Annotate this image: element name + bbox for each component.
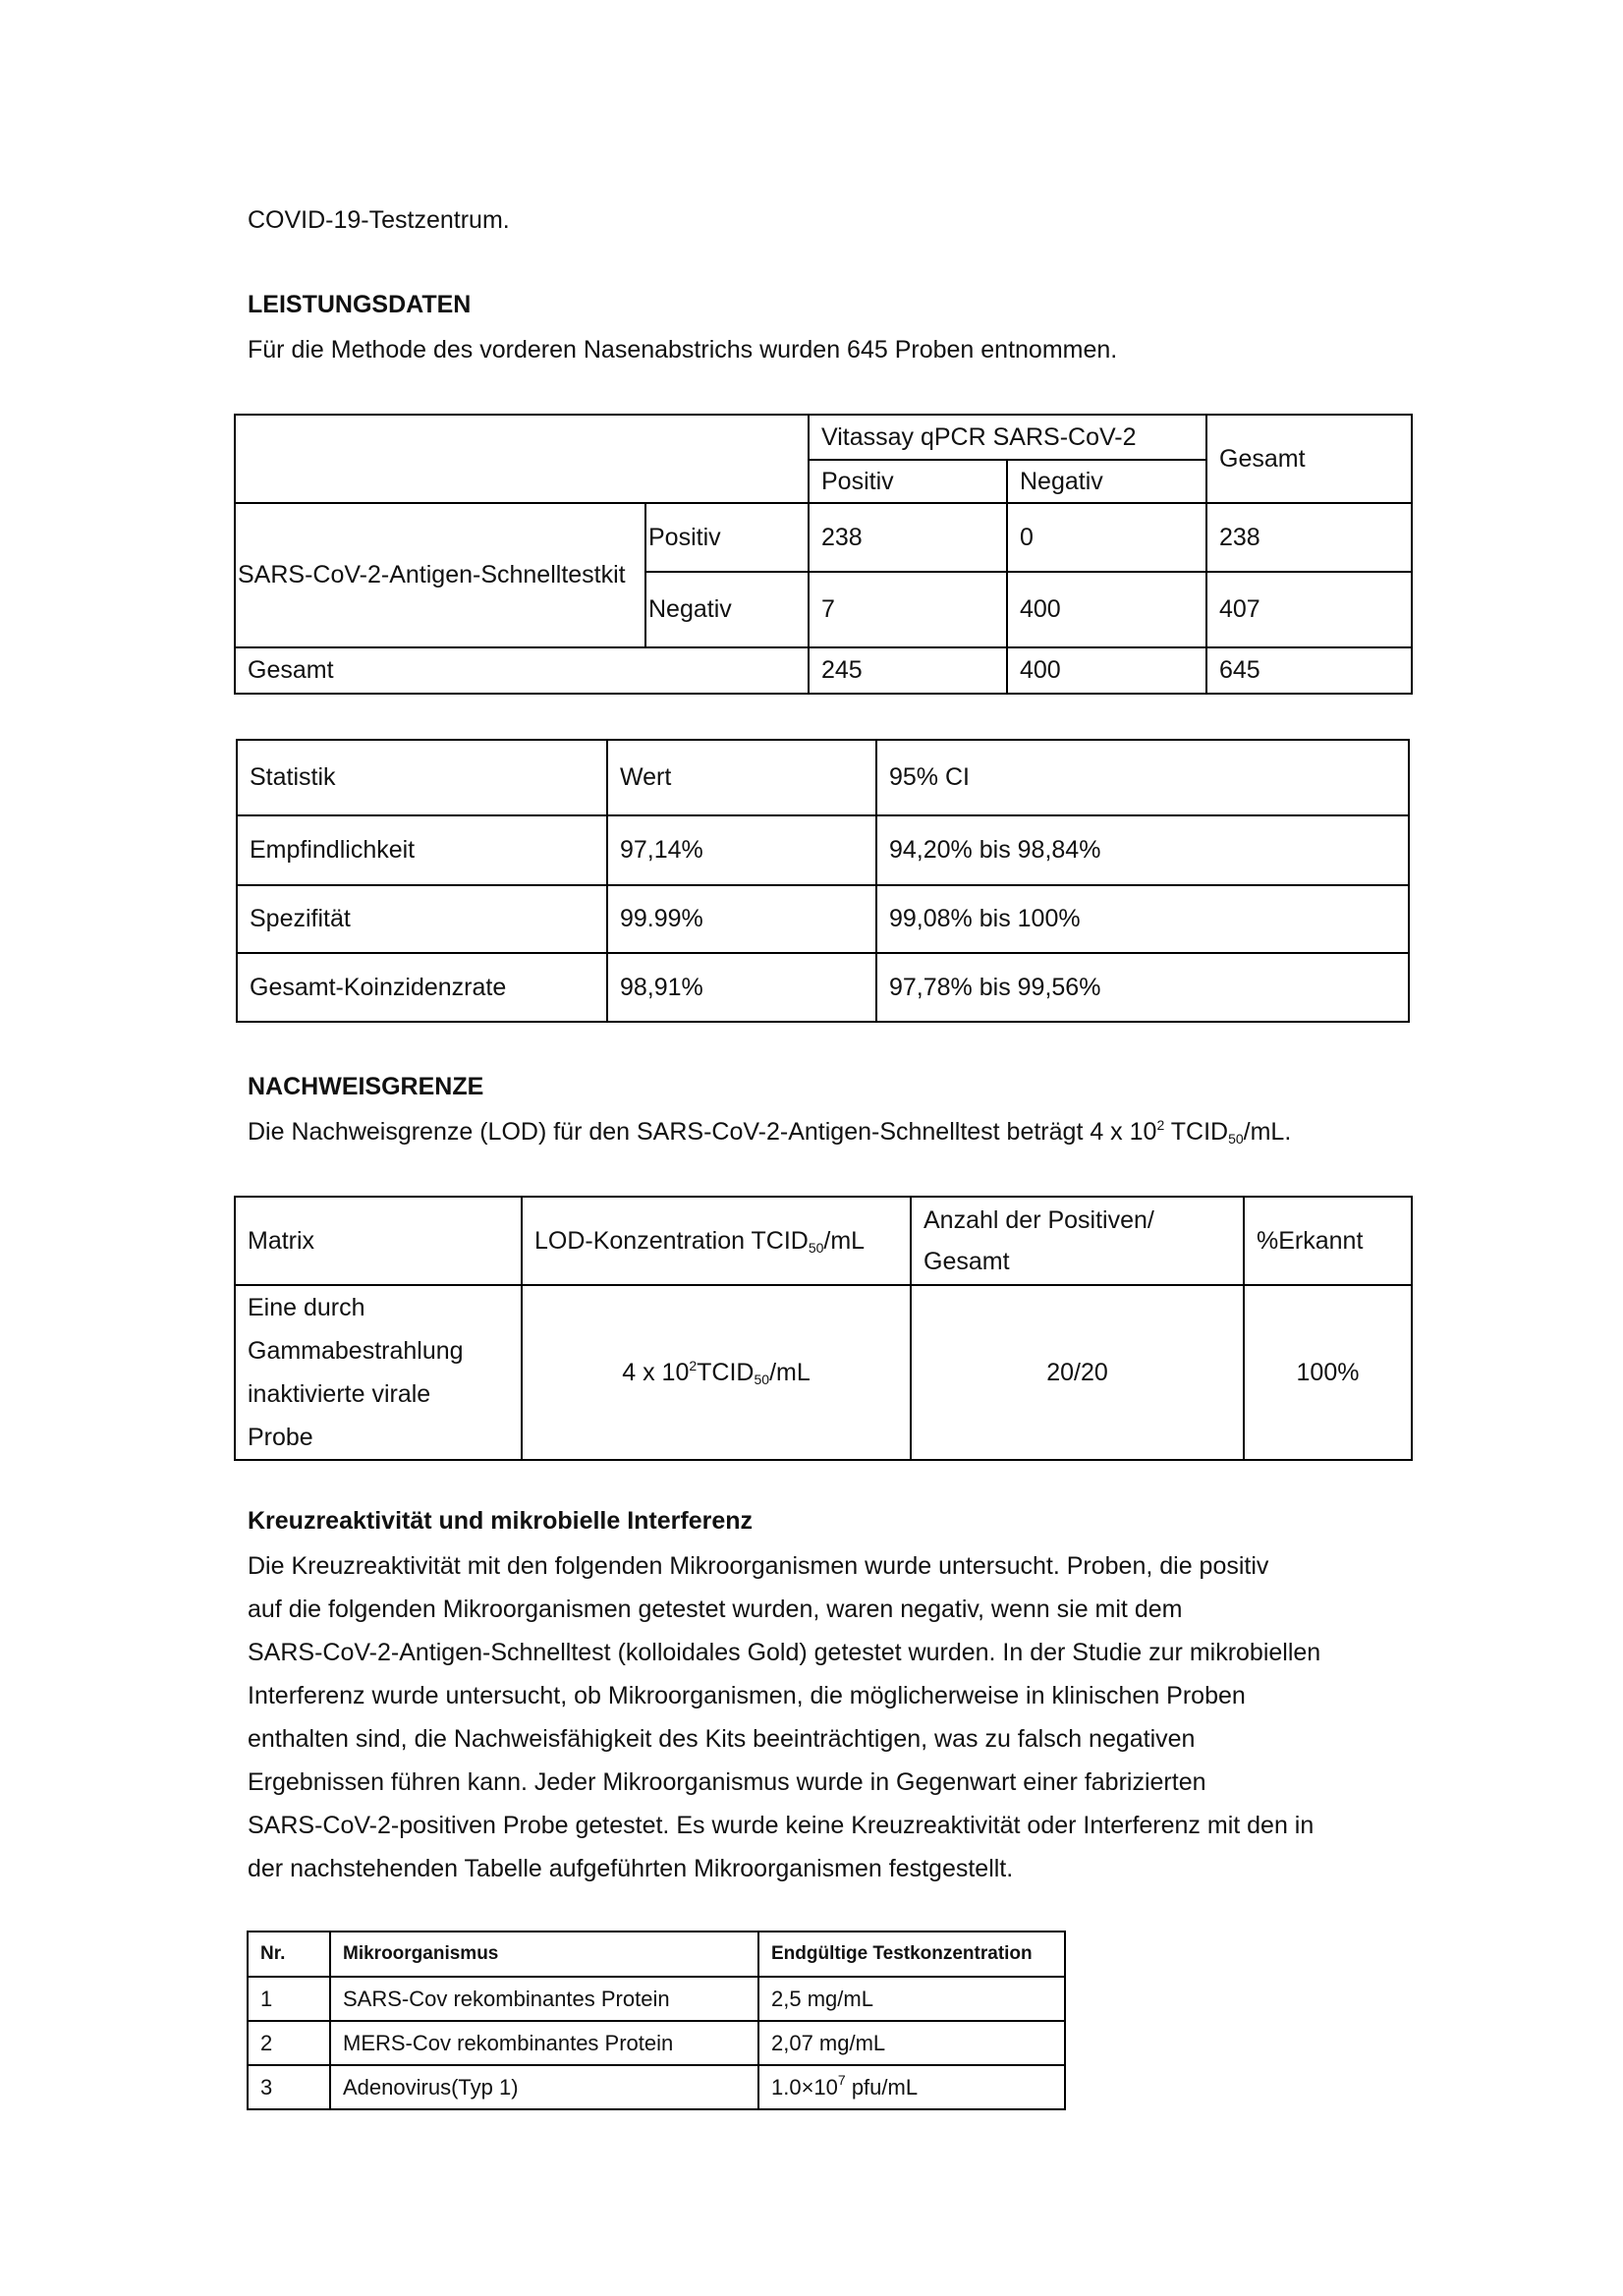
stat-header-ci: 95% CI [876,740,1409,815]
micro-organism: SARS-Cov rekombinantes Protein [330,1977,758,2021]
lod-matrix-line: Gammabestrahlung [248,1337,464,1365]
micro-header-organism: Mikroorganismus [330,1932,758,1977]
stat-ci: 97,78% bis 99,56% [876,953,1409,1022]
cell-neg-total: 407 [1206,572,1412,647]
micro-conc-suffix: pfu/mL [845,2074,919,2100]
paragraph-line: Interferenz wurde untersucht, ob Mikroorganismen, die möglicherweise in klinischen Proben [248,1682,1246,1709]
micro-header-nr: Nr. [248,1932,330,1977]
microorganism-table [247,1931,1066,2110]
paragraph-line: Die Kreuzreaktivität mit den folgenden Mikroorganismen wurde untersucht. Proben, die positiv [248,1552,1269,1580]
micro-concentration: 2,07 mg/mL [758,2021,1065,2065]
paragraph-line: SARS-CoV-2-Antigen-Schnelltest (kolloidales Gold) getestet wurden. In der Studie zur mikrobiellen [248,1639,1321,1666]
performance-description: Für die Methode des vorderen Nasenabstrichs wurden 645 Proben entnommen. [248,336,1118,364]
lod-desc-sub: 50 [1228,1131,1244,1147]
lod-desc-prefix: Die Nachweisgrenze (LOD) für den SARS-CoV-2-Antigen-Schnelltest beträgt 4 x 10 [248,1118,1157,1146]
lod-count-value: 20/20 [911,1285,1244,1460]
total-header: Gesamt [1206,415,1412,503]
reference-negative-header: Negativ [1007,460,1206,503]
micro-conc-prefix: 1.0×10 [771,2074,838,2100]
cell-pos-total: 238 [1206,503,1412,572]
cross-reactivity-heading: Kreuzreaktivität und mikrobielle Interferenz [248,1507,754,1535]
cell-neg-pos: 7 [809,572,1007,647]
micro-nr: 2 [248,2021,330,2065]
stat-ci: 94,20% bis 98,84% [876,815,1409,885]
paragraph-line: auf die folgenden Mikroorganismen getestet wurden, waren negativ, wenn sie mit dem [248,1596,1183,1623]
micro-concentration: 2,5 mg/mL [758,1977,1065,2021]
stat-header-wert: Wert [607,740,876,815]
reference-header: Vitassay qPCR SARS-CoV-2 [809,415,1206,460]
micro-header-concentration: Endgültige Testkonzentration [758,1932,1065,1977]
lod-desc-mid: TCID [1164,1118,1229,1146]
lod-matrix-line: Eine durch [248,1294,365,1321]
stat-name: Spezifität [237,885,607,953]
lod-matrix-line: inaktivierte virale [248,1380,431,1408]
performance-table [234,414,1413,695]
micro-conc-sup: 7 [837,2071,846,2088]
cell-pos-pos: 238 [809,503,1007,572]
lod-header-detected: %Erkannt [1244,1197,1412,1285]
lod-header-conc-suffix: /mL [823,1226,866,1255]
paragraph-line: Ergebnissen führen kann. Jeder Mikroorganismus wurde in Gegenwart einer fabrizierten [248,1768,1206,1796]
stat-value: 98,91% [607,953,876,1022]
lod-conc-suffix: /mL [769,1358,811,1386]
stat-name: Empfindlichkeit [237,815,607,885]
micro-concentration [758,2065,1065,2109]
total-row-label: Gesamt [235,647,809,694]
lod-header-count [911,1197,1244,1285]
lod-desc-sup: 2 [1156,1117,1165,1133]
intro-text: COVID-19-Testzentrum. [248,206,510,234]
test-label-cell: SARS-CoV-2-Antigen-Schnelltestkit [235,503,645,647]
total-neg: 400 [1007,647,1206,694]
lod-detected-value: 100% [1244,1285,1412,1460]
stat-value: 97,14% [607,815,876,885]
lod-header-count-line1: Anzahl der Positiven/ [923,1206,1154,1234]
lod-header-count-line2: Gesamt [923,1248,1010,1275]
stat-ci: 99,08% bis 100% [876,885,1409,953]
lod-conc-sub: 50 [754,1371,770,1387]
lod-heading: NACHWEISGRENZE [248,1073,484,1100]
performance-empty-header [235,415,809,503]
micro-organism: Adenovirus(Typ 1) [330,2065,758,2109]
lod-conc-sup: 2 [689,1357,698,1373]
lod-matrix-cell [235,1285,522,1460]
cross-reactivity-paragraph [248,1544,1320,1890]
performance-heading: LEISTUNGSDATEN [248,291,472,318]
paragraph-line: enthalten sind, die Nachweisfähigkeit des Kits beeinträchtigen, was zu falsch negativen [248,1725,1196,1753]
lod-desc-suffix: /mL. [1243,1118,1292,1146]
lod-table [234,1196,1413,1461]
lod-header-matrix: Matrix [235,1197,522,1285]
total-pos: 245 [809,647,1007,694]
reference-positive-header: Positiv [809,460,1007,503]
statistics-table [236,739,1410,1023]
row-label-negative: Negativ [645,572,809,647]
total-total: 645 [1206,647,1412,694]
micro-organism: MERS-Cov rekombinantes Protein [330,2021,758,2065]
cell-pos-neg: 0 [1007,503,1206,572]
lod-header-conc-sub: 50 [808,1239,824,1256]
lod-header-concentration [522,1197,911,1285]
cell-neg-neg: 400 [1007,572,1206,647]
lod-conc-mid: TCID [697,1358,755,1386]
micro-nr: 3 [248,2065,330,2109]
lod-header-conc-prefix: LOD-Konzentration TCID [534,1226,809,1255]
lod-conc-prefix: 4 x 10 [622,1358,690,1386]
paragraph-line: der nachstehenden Tabelle aufgeführten Mikroorganismen festgestellt. [248,1855,1014,1882]
lod-matrix-line: Probe [248,1424,313,1451]
stat-name: Gesamt-Koinzidenzrate [237,953,607,1022]
lod-description [248,1116,1291,1148]
lod-concentration-value [522,1285,911,1460]
paragraph-line: SARS-CoV-2-positiven Probe getestet. Es wurde keine Kreuzreaktivität oder Interferenz mit den in [248,1812,1315,1839]
stat-header-statistik: Statistik [237,740,607,815]
stat-value: 99.99% [607,885,876,953]
micro-nr: 1 [248,1977,330,2021]
row-label-positive: Positiv [645,503,809,572]
